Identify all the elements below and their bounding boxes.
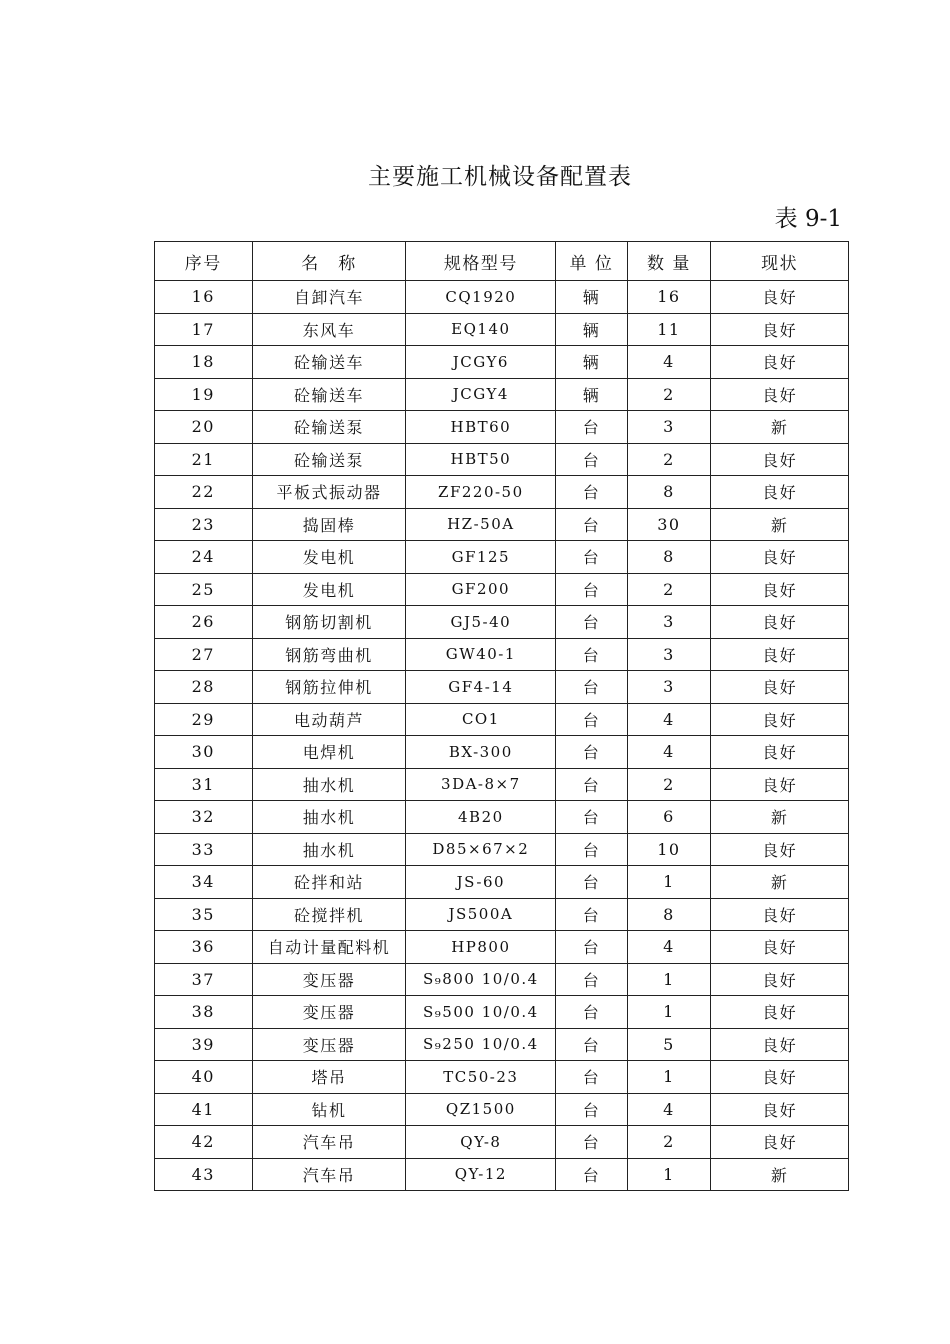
cell-unit: 台	[556, 476, 627, 509]
cell-unit: 台	[556, 931, 627, 964]
table-row	[155, 346, 849, 379]
header-index: 序号	[155, 242, 253, 281]
cell-model: HP800	[406, 931, 556, 964]
cell-name: 发电机	[252, 541, 406, 574]
cell-model: GF4-14	[406, 671, 556, 704]
cell-index: 29	[155, 703, 253, 736]
table-row	[155, 638, 849, 671]
cell-quantity: 3	[627, 638, 710, 671]
table-number: 表 9-1	[774, 206, 842, 232]
cell-model: GF125	[406, 541, 556, 574]
cell-unit: 台	[556, 996, 627, 1029]
cell-status: 良好	[711, 1061, 849, 1094]
cell-status: 良好	[711, 833, 849, 866]
cell-model: QY-12	[406, 1158, 556, 1191]
cell-quantity: 5	[627, 1028, 710, 1061]
cell-unit: 台	[556, 866, 627, 899]
table-row	[155, 736, 849, 769]
cell-name: 变压器	[252, 963, 406, 996]
cell-name: 砼拌和站	[252, 866, 406, 899]
cell-status: 良好	[711, 346, 849, 379]
table-row	[155, 541, 849, 574]
cell-quantity: 16	[627, 281, 710, 314]
cell-quantity: 3	[627, 606, 710, 639]
header-model: 规格型号	[406, 242, 556, 281]
cell-unit: 台	[556, 1093, 627, 1126]
table-row	[155, 1093, 849, 1126]
cell-status: 良好	[711, 996, 849, 1029]
cell-quantity: 8	[627, 898, 710, 931]
cell-name: 钢筋切割机	[252, 606, 406, 639]
table-row	[155, 443, 849, 476]
table-row	[155, 703, 849, 736]
cell-index: 17	[155, 313, 253, 346]
cell-quantity: 3	[627, 411, 710, 444]
table-row	[155, 378, 849, 411]
cell-status: 良好	[711, 736, 849, 769]
header-status: 现状	[711, 242, 849, 281]
cell-unit: 台	[556, 1126, 627, 1159]
cell-model: CQ1920	[406, 281, 556, 314]
cell-name: 塔吊	[252, 1061, 406, 1094]
cell-index: 23	[155, 508, 253, 541]
cell-index: 26	[155, 606, 253, 639]
table-row	[155, 996, 849, 1029]
cell-status: 良好	[711, 1126, 849, 1159]
cell-model: HBT60	[406, 411, 556, 444]
header-unit: 单 位	[556, 242, 627, 281]
table-header-row	[155, 242, 849, 281]
table-row	[155, 281, 849, 314]
cell-index: 25	[155, 573, 253, 606]
cell-unit: 台	[556, 573, 627, 606]
cell-index: 22	[155, 476, 253, 509]
cell-index: 41	[155, 1093, 253, 1126]
cell-index: 28	[155, 671, 253, 704]
cell-index: 20	[155, 411, 253, 444]
cell-name: 钢筋拉伸机	[252, 671, 406, 704]
cell-quantity: 1	[627, 963, 710, 996]
cell-status: 新	[711, 866, 849, 899]
cell-name: 自卸汽车	[252, 281, 406, 314]
table-row	[155, 1158, 849, 1191]
cell-status: 良好	[711, 443, 849, 476]
header-quantity: 数 量	[627, 242, 710, 281]
cell-name: 变压器	[252, 1028, 406, 1061]
cell-name: 捣固棒	[252, 508, 406, 541]
cell-name: 砼输送车	[252, 378, 406, 411]
cell-status: 良好	[711, 476, 849, 509]
cell-name: 东风车	[252, 313, 406, 346]
cell-model: JS-60	[406, 866, 556, 899]
cell-status: 良好	[711, 573, 849, 606]
cell-quantity: 1	[627, 866, 710, 899]
cell-quantity: 1	[627, 1061, 710, 1094]
cell-status: 良好	[711, 281, 849, 314]
cell-unit: 台	[556, 541, 627, 574]
cell-index: 21	[155, 443, 253, 476]
cell-quantity: 2	[627, 573, 710, 606]
cell-name: 汽车吊	[252, 1126, 406, 1159]
cell-model: QZ1500	[406, 1093, 556, 1126]
cell-status: 良好	[711, 638, 849, 671]
cell-unit: 台	[556, 606, 627, 639]
cell-index: 30	[155, 736, 253, 769]
cell-model: S₉500 10/0.4	[406, 996, 556, 1029]
cell-quantity: 2	[627, 1126, 710, 1159]
cell-unit: 台	[556, 508, 627, 541]
cell-unit: 台	[556, 1158, 627, 1191]
cell-quantity: 6	[627, 801, 710, 834]
cell-status: 良好	[711, 963, 849, 996]
table-row	[155, 573, 849, 606]
cell-status: 良好	[711, 378, 849, 411]
cell-status: 良好	[711, 931, 849, 964]
cell-unit: 台	[556, 801, 627, 834]
cell-name: 自动计量配料机	[252, 931, 406, 964]
cell-quantity: 1	[627, 1158, 710, 1191]
cell-status: 良好	[711, 313, 849, 346]
cell-index: 40	[155, 1061, 253, 1094]
cell-index: 31	[155, 768, 253, 801]
cell-status: 新	[711, 411, 849, 444]
cell-model: GJ5-40	[406, 606, 556, 639]
table-row	[155, 866, 849, 899]
cell-model: GF200	[406, 573, 556, 606]
cell-status: 良好	[711, 1093, 849, 1126]
cell-index: 33	[155, 833, 253, 866]
cell-status: 良好	[711, 768, 849, 801]
cell-model: 4B20	[406, 801, 556, 834]
cell-quantity: 4	[627, 346, 710, 379]
cell-name: 钻机	[252, 1093, 406, 1126]
cell-model: CO1	[406, 703, 556, 736]
cell-quantity: 8	[627, 476, 710, 509]
cell-unit: 辆	[556, 281, 627, 314]
table-row	[155, 606, 849, 639]
cell-index: 38	[155, 996, 253, 1029]
cell-status: 良好	[711, 703, 849, 736]
cell-model: S₉800 10/0.4	[406, 963, 556, 996]
cell-quantity: 2	[627, 443, 710, 476]
cell-unit: 台	[556, 898, 627, 931]
table-row	[155, 898, 849, 931]
cell-status: 良好	[711, 606, 849, 639]
cell-index: 34	[155, 866, 253, 899]
cell-quantity: 2	[627, 768, 710, 801]
cell-quantity: 11	[627, 313, 710, 346]
cell-model: QY-8	[406, 1126, 556, 1159]
cell-name: 砼输送泵	[252, 443, 406, 476]
cell-index: 27	[155, 638, 253, 671]
cell-name: 平板式振动器	[252, 476, 406, 509]
cell-unit: 台	[556, 703, 627, 736]
cell-quantity: 4	[627, 703, 710, 736]
header-name: 名 称	[252, 242, 406, 281]
cell-unit: 台	[556, 833, 627, 866]
cell-unit: 台	[556, 1028, 627, 1061]
cell-index: 19	[155, 378, 253, 411]
cell-quantity: 4	[627, 1093, 710, 1126]
cell-name: 砼输送车	[252, 346, 406, 379]
cell-quantity: 30	[627, 508, 710, 541]
cell-model: BX-300	[406, 736, 556, 769]
table-row	[155, 508, 849, 541]
cell-quantity: 1	[627, 996, 710, 1029]
cell-unit: 辆	[556, 378, 627, 411]
cell-unit: 台	[556, 443, 627, 476]
table-row	[155, 1061, 849, 1094]
cell-index: 35	[155, 898, 253, 931]
cell-name: 抽水机	[252, 801, 406, 834]
cell-quantity: 3	[627, 671, 710, 704]
cell-model: 3DA-8×7	[406, 768, 556, 801]
table-row	[155, 801, 849, 834]
cell-model: JCGY4	[406, 378, 556, 411]
cell-unit: 辆	[556, 313, 627, 346]
cell-name: 抽水机	[252, 833, 406, 866]
cell-name: 汽车吊	[252, 1158, 406, 1191]
table-row	[155, 411, 849, 444]
table-row	[155, 671, 849, 704]
table-row	[155, 768, 849, 801]
cell-unit: 台	[556, 671, 627, 704]
cell-index: 32	[155, 801, 253, 834]
table-row	[155, 476, 849, 509]
cell-quantity: 4	[627, 736, 710, 769]
cell-index: 39	[155, 1028, 253, 1061]
cell-model: HBT50	[406, 443, 556, 476]
cell-model: HZ-50A	[406, 508, 556, 541]
table-row	[155, 1126, 849, 1159]
cell-name: 砼输送泵	[252, 411, 406, 444]
cell-status: 新	[711, 508, 849, 541]
cell-name: 发电机	[252, 573, 406, 606]
cell-index: 18	[155, 346, 253, 379]
cell-model: GW40-1	[406, 638, 556, 671]
cell-model: JS500A	[406, 898, 556, 931]
cell-unit: 台	[556, 768, 627, 801]
cell-model: EQ140	[406, 313, 556, 346]
cell-name: 砼搅拌机	[252, 898, 406, 931]
cell-model: JCGY6	[406, 346, 556, 379]
table-row	[155, 833, 849, 866]
cell-quantity: 4	[627, 931, 710, 964]
cell-unit: 辆	[556, 346, 627, 379]
cell-unit: 台	[556, 736, 627, 769]
cell-status: 良好	[711, 671, 849, 704]
table-row	[155, 1028, 849, 1061]
cell-unit: 台	[556, 1061, 627, 1094]
cell-status: 新	[711, 1158, 849, 1191]
page-title: 主要施工机械设备配置表	[368, 164, 632, 190]
cell-quantity: 10	[627, 833, 710, 866]
cell-unit: 台	[556, 638, 627, 671]
cell-model: S₉250 10/0.4	[406, 1028, 556, 1061]
cell-name: 抽水机	[252, 768, 406, 801]
cell-model: TC50-23	[406, 1061, 556, 1094]
cell-status: 新	[711, 801, 849, 834]
cell-name: 电动葫芦	[252, 703, 406, 736]
cell-name: 钢筋弯曲机	[252, 638, 406, 671]
cell-unit: 台	[556, 963, 627, 996]
cell-model: D85×67×2	[406, 833, 556, 866]
table-row	[155, 963, 849, 996]
cell-name: 电焊机	[252, 736, 406, 769]
cell-quantity: 2	[627, 378, 710, 411]
cell-index: 36	[155, 931, 253, 964]
cell-index: 24	[155, 541, 253, 574]
equipment-table	[154, 241, 849, 1191]
table-row	[155, 313, 849, 346]
cell-status: 良好	[711, 541, 849, 574]
cell-index: 42	[155, 1126, 253, 1159]
cell-status: 良好	[711, 898, 849, 931]
cell-index: 37	[155, 963, 253, 996]
cell-name: 变压器	[252, 996, 406, 1029]
cell-quantity: 8	[627, 541, 710, 574]
cell-index: 16	[155, 281, 253, 314]
cell-unit: 台	[556, 411, 627, 444]
table-row	[155, 931, 849, 964]
cell-model: ZF220-50	[406, 476, 556, 509]
cell-status: 良好	[711, 1028, 849, 1061]
cell-index: 43	[155, 1158, 253, 1191]
